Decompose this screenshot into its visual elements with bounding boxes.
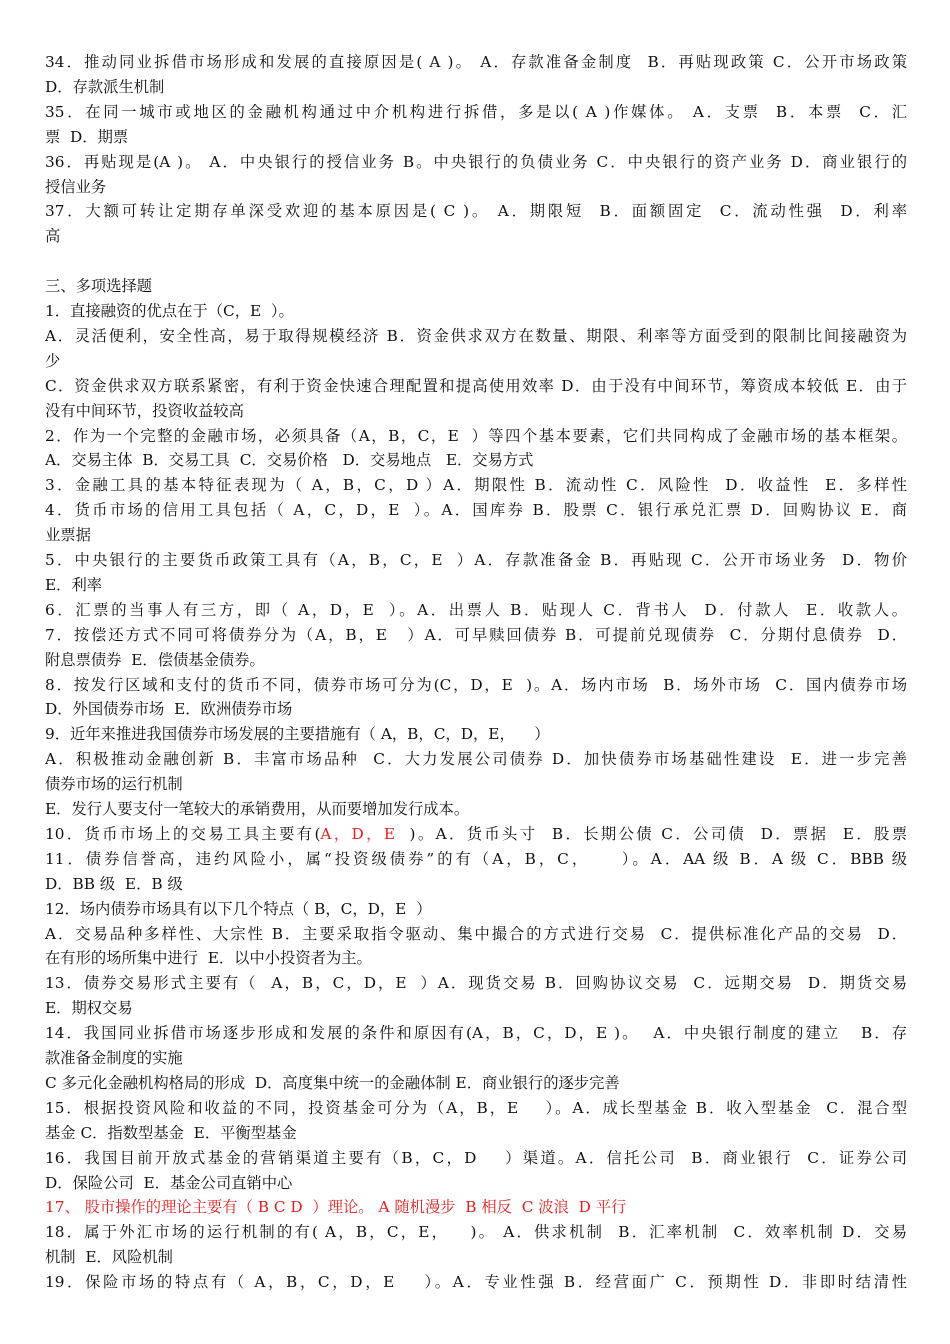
- line-text: D．外国债券市场 E．欧洲债券市场: [45, 700, 293, 719]
- line-text: 14．我国同业拆借市场逐步形成和发展的条件和原因有(A，B，C，D，E )。 A．中央银行制度的建立 B．存: [45, 1024, 907, 1043]
- text-line: [45, 1121, 907, 1146]
- line-text: E．发行人要支付一笔较大的承销费用，从而要增加发行成本。: [45, 800, 470, 818]
- text-line: [45, 872, 907, 897]
- line-text: 6．汇票的当事人有三方，即（ A，D，E ）。A．出票人 B．贴现人 C．背书人 D．付款人 E．收款人。: [45, 600, 907, 619]
- line-text: 34．推动同业拆借市场形成和发展的直接原因是( A )。 A．存款准备金制度 B．再贴现政策 C．公开市场政策: [45, 53, 907, 71]
- text-line: [45, 1245, 907, 1270]
- line-text: 没有中间环节，投资收益较高: [45, 401, 244, 420]
- line-text: 13．债券交易形式主要有（ A，B，C，D，E ）A．现货交易 B．回购协议交易 C．远期交易 D．期货交易: [45, 974, 907, 993]
- line-text: 18．属于外汇市场的运行机制的有( A，B，C，E， )。 A．供求机制 B．汇率机制 C．效率机制 D．交易: [45, 1223, 907, 1242]
- text-line: [45, 523, 907, 548]
- text-line: [45, 1096, 907, 1121]
- line-text: 业票据: [45, 526, 91, 545]
- line-text: E．期权交易: [45, 999, 133, 1018]
- text-line: [45, 573, 907, 598]
- text-line: [45, 399, 907, 424]
- highlighted-answer: A，D，E: [320, 824, 396, 843]
- line-text: 19．保险市场的特点有（ A，B，C，D，E ）。A．专业性强 B．经营面广 C．预期性 D．非即时结清性: [45, 1273, 907, 1292]
- line-text: C．资金供求双方联系紧密，有利于资金快速合理配置和提高使用效率 D．由于没有中间环节，筹资成本较低 E．由于: [45, 376, 907, 395]
- text-line: [45, 249, 907, 274]
- line-text: 在有形的场所集中进行 E．以中小投资者为主。: [45, 949, 372, 968]
- line-text: D．保险公司 E．基金公司直销中心: [45, 1173, 293, 1192]
- text-line: [45, 797, 907, 822]
- line-text: 16．我国目前开放式基金的营销渠道主要有（B，C，D ）渠道。A．信托公司 B．商业银行 C．证券公司: [45, 1148, 907, 1167]
- line-text: 附息票债券 E．偿债基金债券。: [45, 650, 265, 669]
- text-line: [45, 772, 907, 797]
- text-line: [45, 324, 907, 349]
- line-text: 款准备金制度的实施: [45, 1049, 183, 1067]
- text-line: [45, 648, 907, 673]
- line-text: 3．金融工具的基本特征表现为（ A，B，C，D ）A．期限性 B．流动性 C．风险性 D．收益性 E．多样性: [45, 476, 907, 495]
- line-text: 票 D．期票: [45, 127, 129, 146]
- text-line: [45, 1046, 907, 1071]
- line-text: 7．按偿还方式不同可将债券分为（A，B，E ）A．可早赎回债券 B．可提前兑现债券 C．分期付息债券 D．: [45, 625, 907, 644]
- text-line: [45, 1071, 907, 1096]
- line-text: 9．近年来推进我国债券市场发展的主要措施有（ A，B，C，D，E， ）: [45, 725, 550, 744]
- text-line: [45, 299, 907, 324]
- text-line: [45, 1146, 907, 1171]
- line-text: 10．货币市场上的交易工具主要有(: [45, 824, 321, 843]
- text-line: [45, 822, 907, 847]
- text-line: [45, 1270, 907, 1295]
- text-line: [45, 50, 907, 75]
- text-line: [45, 448, 907, 473]
- line-text: 三、多项选择题: [45, 277, 153, 296]
- line-text: A．交易品种多样性、大宗性 B．主要采取指令驱动、集中撮合的方式进行交易 C．提供标准化产品的交易 D．: [45, 924, 907, 943]
- line-text: 17、 股市操作的理论主要有（ B C D ）理论。 A 随机漫步 B 相反 C 波浪 D 平行: [45, 1198, 627, 1217]
- text-line: [45, 946, 907, 971]
- line-text: D．BB 级 E．B 级: [45, 874, 183, 893]
- text-line: [45, 1171, 907, 1196]
- text-line: [45, 498, 907, 523]
- text-line: [45, 75, 907, 100]
- line-text: 1．直接融资的优点在于（C，E ）。: [45, 302, 294, 320]
- text-line: [45, 125, 907, 150]
- text-line: [45, 897, 907, 922]
- line-text: 授信业务: [45, 177, 107, 196]
- text-line: [45, 199, 907, 224]
- text-line: [45, 100, 907, 125]
- text-line: [45, 996, 907, 1021]
- text-line: [45, 1195, 907, 1220]
- text-line: [45, 274, 907, 299]
- text-line: [45, 374, 907, 399]
- line-text: E．利率: [45, 575, 103, 594]
- line-text: 36．再贴现是(A )。 A．中央银行的授信业务 B。中央银行的负债业务 C．中央银行的资产业务 D．商业银行的: [45, 152, 907, 171]
- line-text: 债券市场的运行机制: [45, 775, 183, 794]
- line-text: A．灵活便利，安全性高，易于取得规模经济 B．资金供求双方在数量、期限、利率等方面受到的限制比间接融资为: [45, 326, 907, 345]
- text-line: [45, 598, 907, 623]
- text-line: [45, 922, 907, 947]
- text-line: [45, 623, 907, 648]
- text-line: [45, 847, 907, 872]
- line-text: A．交易主体 B．交易工具 C．交易价格 D．交易地点 E．交易方式: [45, 451, 534, 470]
- line-text: C 多元化金融机构格局的形成 D．高度集中统一的金融体制 E．商业银行的逐步完善: [45, 1073, 620, 1092]
- line-text: 5．中央银行的主要货币政策工具有（A，B，C，E ）A．存款准备金 B．再贴现 C．公开市场业务 D．物价: [45, 551, 907, 569]
- text-line: [45, 424, 907, 449]
- line-text: 37．大额可转让定期存单深受欢迎的基本原因是( C )。 A．期限短 B．面额固定 C．流动性强 D．利率: [45, 202, 907, 221]
- text-line: [45, 548, 907, 573]
- line-text: 11．债券信誉高，违约风险小，属“投资级债券”的有（A，B，C， ）。A．AA 级 B．A 级 C．BBB 级: [45, 849, 907, 868]
- text-line: [45, 473, 907, 498]
- text-line: [45, 224, 907, 249]
- text-line: [45, 971, 907, 996]
- line-text: 12．场内债券市场具有以下几个特点（ B，C，D，E ）: [45, 899, 432, 918]
- text-line: [45, 1220, 907, 1245]
- line-text: 15．根据投资风险和收益的不同，投资基金可分为（A，B，E ）。A．成长型基金 B．收入型基金 C．混合型: [45, 1098, 907, 1117]
- line-text: 机制 E．风险机制: [45, 1248, 173, 1267]
- line-text: A．积极推动金融创新 B．丰富市场品种 C．大力发展公司债券 D．加快债券市场基础性建设 E．进一步完善: [45, 750, 907, 769]
- line-text: 少: [45, 351, 61, 370]
- line-text: D．存款派生机制: [45, 77, 165, 96]
- line-text: 35．在同一城市或地区的金融机构通过中介机构进行拆借，多是以( A )作媒体。 A．支票 B．本票 C．汇: [45, 102, 907, 121]
- line-text: 4．货币市场的信用工具包括（ A，C，D，E ）。A．国库券 B．股票 C．银行承兑汇票 D．回购协议 E．商: [45, 501, 907, 520]
- text-line: [45, 722, 907, 747]
- line-text-tail: )。A．货币头寸 B．长期公债 C．公司债 D．票据 E．股票: [395, 824, 907, 843]
- text-line: [45, 747, 907, 772]
- line-text: 基金 C．指数型基金 E．平衡型基金: [45, 1123, 297, 1142]
- text-line: [45, 175, 907, 200]
- line-text: 高: [45, 227, 61, 246]
- text-line: [45, 673, 907, 698]
- line-text: 2．作为一个完整的金融市场，必须具备（A，B，C，E ）等四个基本要素，它们共同构成了金融市场的基本框架。: [45, 426, 907, 445]
- line-text: 8．按发行区域和支付的货币不同，债券市场可分为(C，D，E )。A．场内市场 B．场外市场 C．国内债券市场: [45, 675, 907, 694]
- text-line: [45, 697, 907, 722]
- text-line: [45, 150, 907, 175]
- text-line: [45, 1021, 907, 1046]
- text-line: [45, 349, 907, 374]
